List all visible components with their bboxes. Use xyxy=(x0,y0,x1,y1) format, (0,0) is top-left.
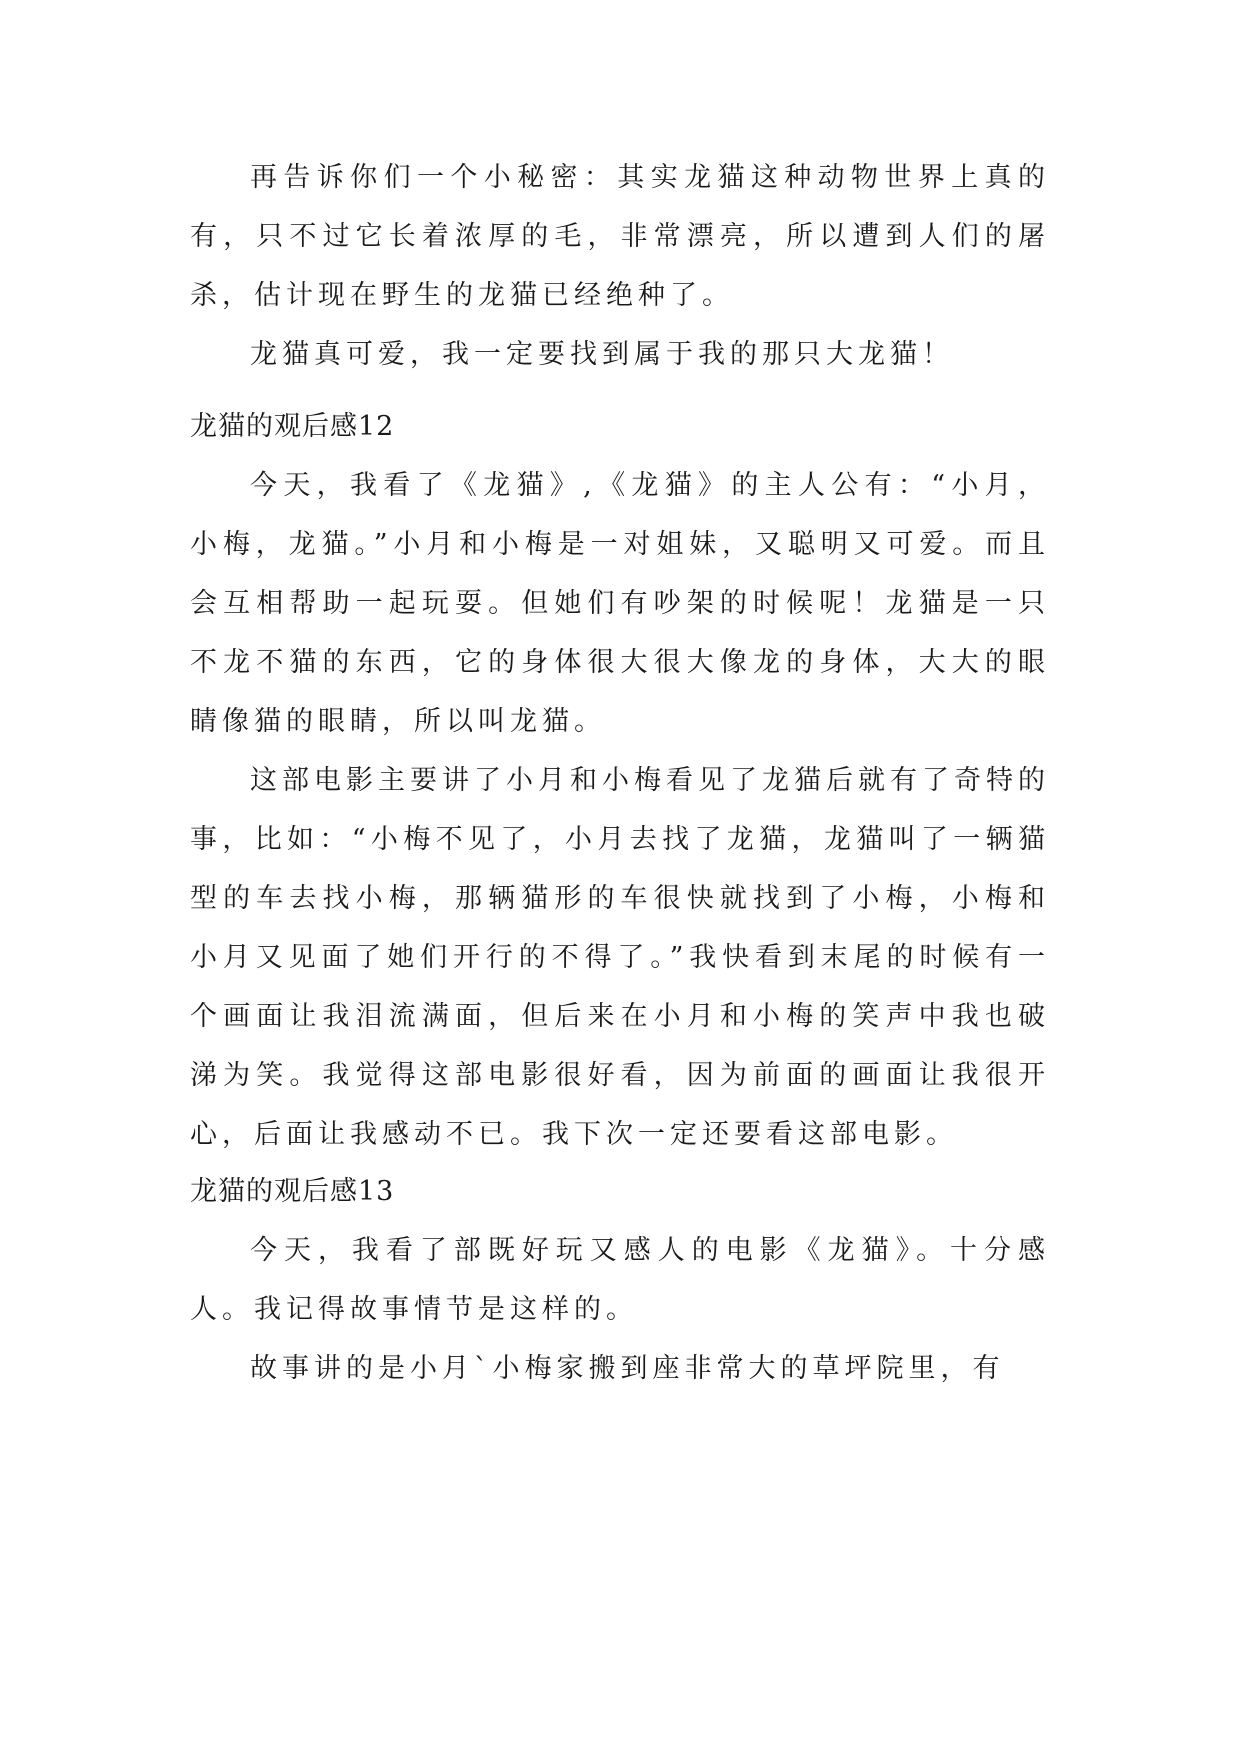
section-12 xyxy=(190,397,1050,1164)
paragraph: 今天，我看了《龙猫》,《龙猫》的主人公有：“小月，小梅，龙猫。”小月和小梅是一对姐妹，又聪明又可爱。而且会互相帮助一起玩耍。但她们有吵架的时候呢！龙猫是一只不龙不猫的东西，它的身体很大很大像龙的身体，大大的眼睛像猫的眼睛，所以叫龙猫。 xyxy=(190,470,1050,737)
section-13 xyxy=(190,1162,1050,1398)
section-heading: 龙猫的观后感12 xyxy=(190,411,395,442)
paragraph: 再告诉你们一个小秘密：其实龙猫这种动物世界上真的有，只不过它长着浓厚的毛，非常漂亮，所以遭到人们的屠杀，估计现在野生的龙猫已经绝种了。 xyxy=(190,162,1050,311)
section-heading: 龙猫的观后感13 xyxy=(190,1176,395,1207)
paragraph: 龙猫真可爱，我一定要找到属于我的那只大龙猫！ xyxy=(250,339,954,370)
paragraph: 这部电影主要讲了小月和小梅看见了龙猫后就有了奇特的事，比如：“小梅不见了，小月去找了龙猫，龙猫叫了一辆猫型的车去找小梅，那辆猫形的车很快就找到了小梅，小梅和小月又见面了她们开行的不得了。”我快看到末尾的时候有一个画面让我泪流满面，但后来在小月和小梅的笑声中我也破涕为笑。我觉得这部电影很好看，因为前面的画面让我很开心，后面让我感动不已。我下次一定还要看这部电影。 xyxy=(190,765,1050,1150)
paragraph: 故事讲的是小月`小梅家搬到座非常大的草坪院里，有 xyxy=(250,1353,1005,1384)
paragraph: 今天，我看了部既好玩又感人的电影《龙猫》。十分感人。我记得故事情节是这样的。 xyxy=(190,1235,1050,1325)
text-block-top xyxy=(190,148,1050,384)
